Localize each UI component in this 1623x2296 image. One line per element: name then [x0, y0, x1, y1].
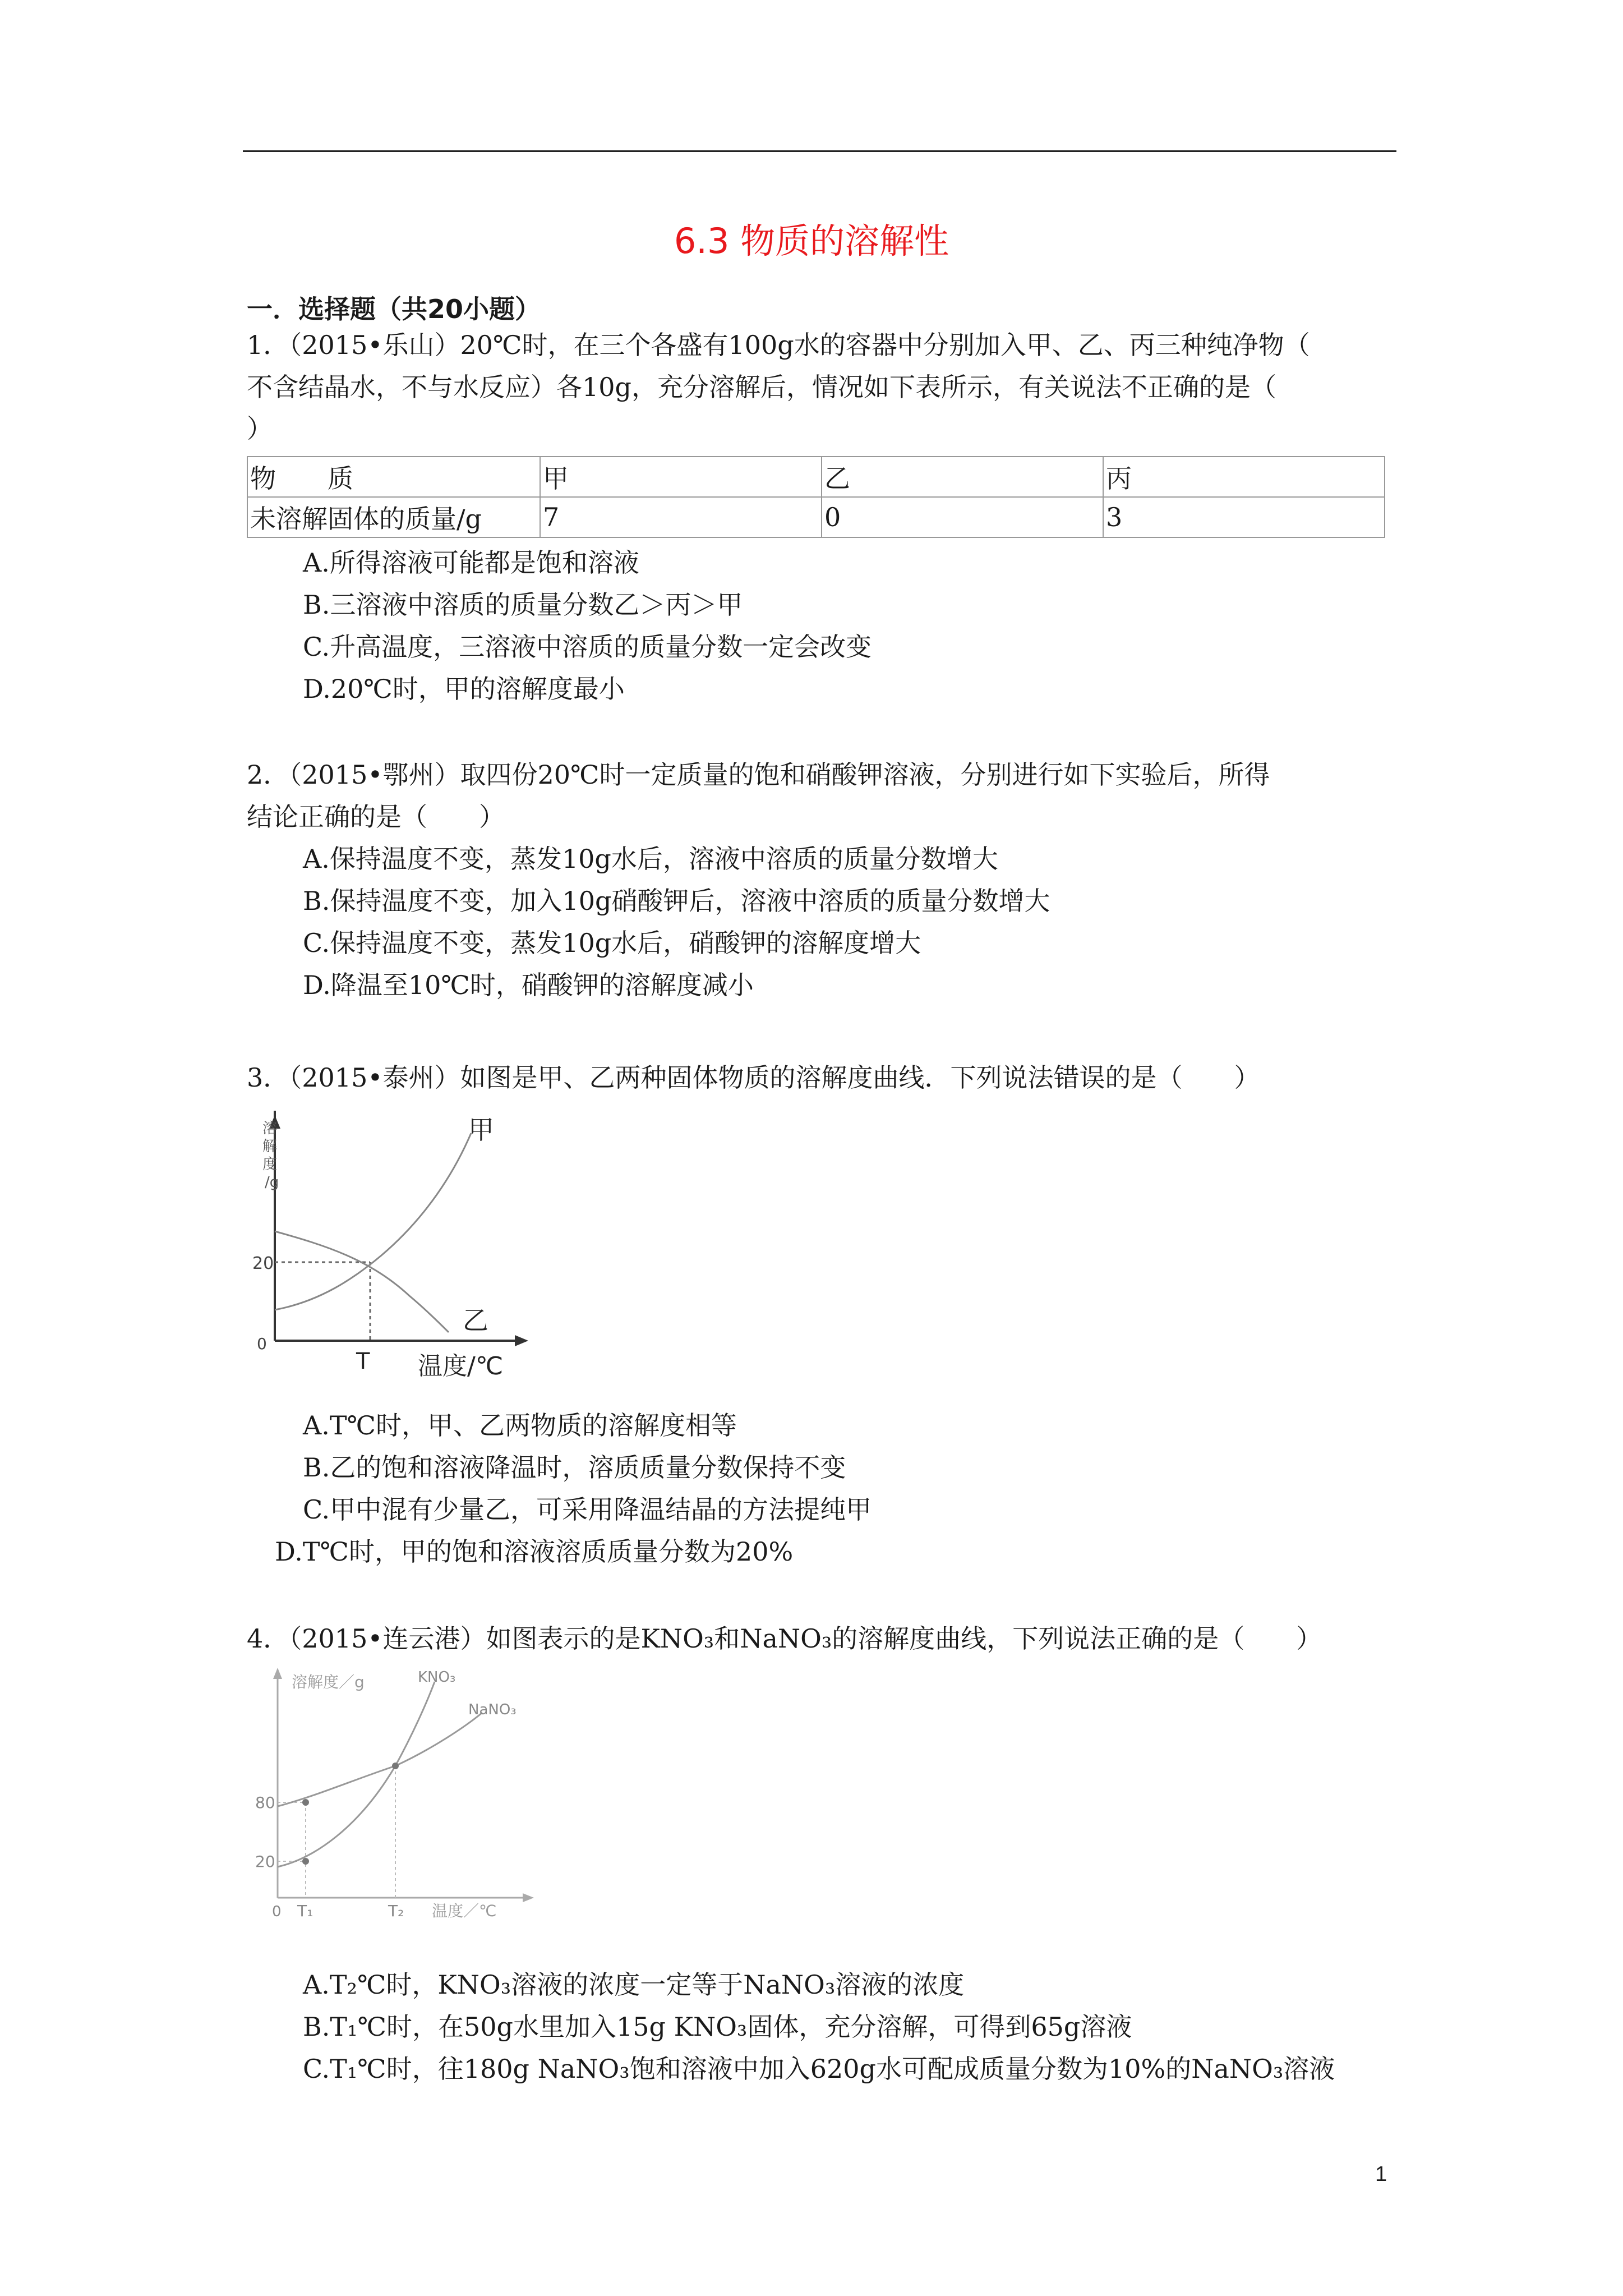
- x-axis-arrow: [523, 1893, 534, 1902]
- table-cell: 甲: [540, 457, 822, 497]
- series-label-kno3: KNO₃: [418, 1669, 456, 1686]
- q1-option-d: D.20℃时，甲的溶解度最小: [303, 674, 625, 704]
- origin-label: 0: [272, 1903, 282, 1920]
- point-kno3-T1: [302, 1858, 309, 1865]
- q1-option-c: C.升高温度，三溶液中溶质的质量分数一定会改变: [303, 632, 872, 662]
- q4-option-b: B.T₁℃时，在50g水里加入15g KNO₃固体，充分溶解，可得到65g溶液: [303, 2012, 1132, 2042]
- q3-stem: 3．（2015•泰州）如图是甲、乙两种固体物质的溶解度曲线．下列说法错误的是（ ）: [247, 1062, 1260, 1093]
- y-tick-80: 80: [255, 1793, 275, 1812]
- y-axis-label: 溶解度／g: [292, 1673, 365, 1691]
- y-tick-20: 20: [255, 1852, 275, 1871]
- x-tick-T1: T₁: [297, 1902, 313, 1920]
- q1-option-b: B.三溶液中溶质的质量分数乙＞丙＞甲: [303, 590, 743, 620]
- header-rule: [243, 150, 1396, 152]
- curve-jia: [275, 1133, 471, 1310]
- q2-option-d: D.降温至10℃时，硝酸钾的溶解度减小: [303, 970, 754, 1000]
- curve-kno3: [278, 1682, 435, 1867]
- q1-stem-line2: 不含结晶水，不与水反应）各10g，充分溶解后，情况如下表所示，有关说法不正确的是（: [247, 372, 1276, 402]
- point-nano3-T1: [302, 1799, 309, 1806]
- q2-option-c: C.保持温度不变，蒸发10g水后，硝酸钾的溶解度增大: [303, 928, 921, 958]
- q1-stem-line1: 1．（2015•乐山）20℃时，在三个各盛有100g水的容器中分别加入甲、乙、丙三种纯净物（: [247, 330, 1310, 360]
- y-axis-arrow: [273, 1668, 282, 1679]
- q2-stem-line2: 结论正确的是（ ）: [247, 802, 505, 832]
- y-label-char2: 解: [262, 1138, 278, 1155]
- x-axis-label: 温度/℃: [418, 1352, 504, 1381]
- table-cell: 物 质: [247, 457, 540, 497]
- q3-option-a: A.T℃时，甲、乙两物质的溶解度相等: [303, 1410, 737, 1441]
- q2-option-a: A.保持温度不变，蒸发10g水后，溶液中溶质的质量分数增大: [303, 844, 998, 874]
- q2-option-b: B.保持温度不变，加入10g硝酸钾后，溶液中溶质的质量分数增大: [303, 886, 1050, 916]
- section-heading: 一．选择题（共20小题）: [247, 294, 541, 324]
- origin-label: 0: [257, 1335, 267, 1353]
- q4-option-a: A.T₂℃时，KNO₃溶液的浓度一定等于NaNO₃溶液的浓度: [303, 1970, 965, 2000]
- x-tick-T2: T₂: [388, 1902, 404, 1920]
- q4-stem: 4．（2015•连云港）如图表示的是KNO₃和NaNO₃的溶解度曲线，下列说法正确的是（ ）: [247, 1623, 1322, 1654]
- q1-stem-line3: ）: [247, 413, 273, 444]
- q1-option-a: A.所得溶液可能都是饱和溶液: [303, 547, 639, 578]
- q3-solubility-figure: [241, 1111, 555, 1397]
- curve-nano3: [278, 1713, 482, 1806]
- series-label-nano3: NaNO₃: [468, 1701, 517, 1718]
- y-label-char1: 溶: [262, 1120, 278, 1137]
- y-tick-20: 20: [252, 1254, 274, 1273]
- table-cell: 乙: [822, 457, 1103, 497]
- point-intersection-T2: [392, 1763, 399, 1769]
- table-cell: 7: [540, 497, 822, 537]
- q4-option-c: C.T₁℃时，往180g NaNO₃饱和溶液中加入620g水可配成质量分数为10%的NaNO₃溶液: [303, 2054, 1335, 2084]
- q3-option-d: D.T℃时，甲的饱和溶液溶质质量分数为20%: [275, 1536, 794, 1567]
- table-cell: 0: [822, 497, 1103, 537]
- series-label-jia: 甲: [468, 1115, 494, 1145]
- q2-stem-line1: 2．（2015•鄂州）取四份20℃时一定质量的饱和硝酸钾溶液，分别进行如下实验后，所得: [247, 760, 1270, 790]
- curve-yi: [275, 1231, 449, 1332]
- x-tick-T: T: [356, 1349, 370, 1374]
- x-axis-arrow: [515, 1335, 528, 1346]
- table-cell: 丙: [1103, 457, 1385, 497]
- y-label-char4: /g: [265, 1174, 279, 1191]
- y-label-char3: 度: [262, 1156, 278, 1173]
- page-number: 1: [1375, 2162, 1387, 2186]
- table-header-row: [247, 457, 1385, 497]
- table-row: [247, 497, 1385, 537]
- page-title: 6.3 物质的溶解性: [674, 220, 949, 261]
- table-cell: 3: [1103, 497, 1385, 537]
- q4-solubility-figure: [247, 1659, 561, 1929]
- table-cell: 未溶解固体的质量/g: [247, 497, 540, 537]
- x-axis-label: 温度／℃: [432, 1902, 497, 1920]
- q3-option-c: C.甲中混有少量乙，可采用降温结晶的方法提纯甲: [303, 1494, 872, 1525]
- series-label-yi: 乙: [463, 1305, 488, 1336]
- q1-data-table: [247, 456, 1385, 538]
- q3-option-b: B.乙的饱和溶液降温时，溶质质量分数保持不变: [303, 1452, 846, 1483]
